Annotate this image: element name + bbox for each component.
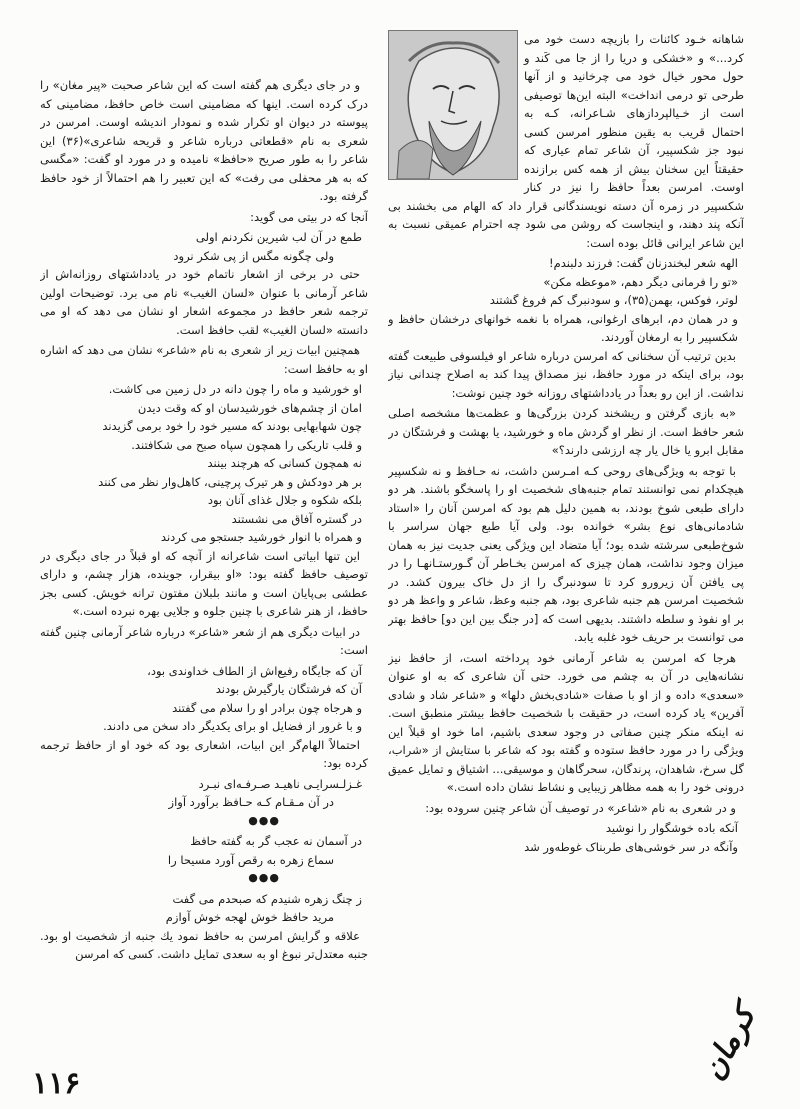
paragraph: احتمالاً الهام‌گر این ابیات، اشعاری بود که خود او از حافظ ترجمه کرده بود:	[40, 737, 368, 770]
verse-line: و همراه با انوار خورشید جستجو می کردند	[160, 530, 362, 544]
verse-line: در گستره آفاق می نشستند	[231, 511, 362, 526]
paragraph: حتی در برخی از اشعار ناتمام خود در یادداشتهای روزانه‌اش از شاعر آرمانی با عنوان «لسان الغیب» نام می برد. توضیحات اولین ترجمه شعر حافظ در مجموعه اشعار او نشان می دهد که او می دانسته «لسان الغیب» لقب حافظ است.	[40, 267, 368, 337]
verse-line: الهه شعر لبخندزنان گفت: فرزند دلبندم!	[548, 256, 738, 270]
ornament-dots: ●●●	[248, 813, 280, 827]
verse-line: آن که فرشتگان یارگیرش بودند	[215, 682, 362, 696]
verse-line: او خورشید و ماه را چون دانه در دل زمین می کاشت.	[108, 382, 362, 396]
paragraph: علاقه و گرایش امرسن به حافظ نمود یك جنبه از شخصیت او بود. جنبه معتدل‌تر نبوغ او به سعدی تمایل داشت. کسی که امرسن	[40, 928, 368, 961]
verse-line: «تو را فرمانی دیگر دهم، «موعظه مکن»	[543, 274, 738, 289]
paragraph: شاهانه خـود کائنات را بازیچه دست خود می کرد...» و «خشکی و دریا را از جا می کَند و حول محور خیال خود می چرخانید و از آنها طرحی تو درمی انداخت» البته این‌ها توصیفی است از خـیالپردازهای شـاعرانه، کـه به احتمال قریب به یقین منظور امرسن کسی نبود جز شکسپیر، آن شاعر تمام عیاری که حقیقتاً این سخنان بیش از همه کس برازنده اوست. امرسن بعداً حافظ را نیز در کنار شکسپیر در زمره آن دسته نویسندگانی قرار داد که الهام می بخشند بی آنکه پند دهند، و اینجاست که روشن می شود چه احترام عمیقی نسبت به این شاعر ایرانی قائل بوده است:	[388, 32, 744, 250]
paragraph: در ابیات دیگری هم از شعر «شاعر» درباره شاعر آرمانی چنین گفته است:	[40, 624, 368, 657]
verse-line: بر هر دودکش و هر تیرک پرچینی، کاهل‌وار نظر می کنند	[98, 474, 362, 489]
paragraph: همچنین ابیات زیر از شعری به نام «شاعر» نشان می دهد که اشاره او به حافظ است:	[40, 343, 368, 376]
verse-line: و هرجاه چون برادر او را سلام می گفتند	[172, 700, 362, 715]
quote-paragraph: «به بازی گرفتن و ریشخند کردن بزرگی‌ها و عظمت‌ها مشخصه اصلی شعر حافظ است. از نظر او گردش ماه و خورشید، یا بهشت و فرشتگان در مقابل ابرو یا خال یار چه ارزشی دارند؟»	[388, 406, 744, 457]
verse-line: بلکه شکوه و جلال غذای آنان بود	[207, 493, 362, 507]
right-column	[388, 30, 744, 892]
verse-line: و قلب تاریکی را همچون سپاه صبح می شکافتند.	[131, 437, 362, 452]
paragraph: و در جای دیگری هم گفته است که این شاعر صحبت «پیر مغان» را درک کرده است. اینها که مضامینی است خاص حافظ، مضامینی که پیوسته در دیوان او تکرار شده و نمودار اندیشه اوست. امرسن در شعری به نام «قطعاتی درباره شاعر و قریحه شاعری»(۳۶) این شاعر را به طور صریح «حافظ» نامیده و در مورد او گفت: «مگسی که به هر محفلی می رفت» که این تعبیر را هم احتمالاً از خود حافظ گرفته بود.	[40, 78, 368, 203]
paragraph: این تنها ابیاتی است شاعرانه از آنچه که او قبلاً در جای دیگری در توصیف حافظ گفته بود: «او بیقرار، جوینده، هزار چشم، و دارای عطشی بی‌پایان است و مانند بلبلان مفتون ترانه خویش. کسی بجز حافظ، از هنر شاعری با چنین جلوه و جلایی بهره نبرده است.»	[40, 548, 368, 618]
ornament-dots: ●●●	[248, 871, 280, 884]
paragraph: آنجا که در بیتی می گوید:	[250, 209, 368, 224]
magazine-logo: کرمان	[695, 1000, 764, 1086]
paragraph: بدین ترتیب آن سخنانی که امرسن درباره شاعر او فیلسوفی طبیعت گفته بود، برای اینکه در مورد حافظ، نیز مصداق پیدا کند به اصلاح چندانی نیاز نداشت. از این رو بعداً در یادداشتهای روزانه خود چنین نوشت:	[388, 348, 744, 400]
verse-line: و در همان دم، ابرهای ارغوانی، همراه با نغمه خوانهای درخشان حافظ و شکسپیر را به ارمغان آوردند.	[388, 311, 738, 344]
verse-line: چون شهابهایی بودند که مسیر خود را خود برمی گزیدند	[102, 419, 362, 433]
verse-line: ولی چگونه مگس از پی شکر نرود	[173, 248, 334, 263]
verse-line: امان از چشم‌های خورشیدسان او که وقت دیدن	[137, 400, 362, 415]
verse-line: و با غرور از فضایل او برای یکدیگر داد سخن می دادند.	[103, 719, 362, 733]
verse-line: نه همچون کسانی که هرچند بینند	[207, 456, 362, 470]
verse-line: آنکه باده خوشگوار را نوشید	[605, 821, 738, 835]
verse-line: آن که جایگاه رفیع‌اش از الطاف خداوندی بود،	[147, 663, 362, 678]
page-number: ۱۱۶	[32, 1066, 81, 1101]
verse-line: ز چنگ زهره شنیدم که صبحدم می گفت	[172, 891, 362, 906]
paragraph: و در شعری به نام «شاعر» در توصیف آن شاعر چنین سروده بود:	[425, 800, 736, 815]
verse-line: وآنگه در سر خوشی‌های طربناک غوطه‌ور شد	[524, 839, 738, 854]
bearded-poet-sketch-icon	[389, 31, 517, 179]
verse-line: در آن مـقـام کـه حـافظ برآورد آواز	[168, 795, 334, 809]
verse-line: در آسمان نه عجب گر به گفته حافظ	[190, 834, 362, 848]
verse-line: مرید حافظ خوش لهجه خوش آوازم	[165, 910, 334, 924]
verse-line: غـزلـسرایـی ناهیـد صـرفـه‌ای نبـرد	[198, 776, 362, 791]
portrait-illustration	[388, 30, 518, 180]
left-column	[40, 76, 368, 1086]
paragraph: با توجه به ویژگی‌های روحی کـه امـرسن داشت، نه حـافظ و نه شکسپیر هیچکدام نمی توانستند تمام جنبه‌های شخصیت او را پاسخگو باشند. هر دو دارای طبعی شوخ بودند، به همین دلیل هم بود که امرسن آنان را «استاد شادمانی‌های نوع بشر» خوانده بود. ولی آیا طبع جهان سراسر با شوخ‌طبعی سرشته شده بود؛ آیا متضاد این ویژگی یعنی جدیت نیز به همان میزان وجود نداشت، همان چیزی که امرسن بخـاطر آن گـورستـانهـا را در پی یافتن آن زیرورو کرد تا سودنبرگ را از دل خاک بیرون کشد. در شخصیت امرسن هم جنبه شاعری بود، هم جنبه وعظ، شاعر و واعظ هر دو بر او نفوذ و سلطه داشتند. بدیهی است که [در جنگ بین این دو] حافظ بهتر می توانست بر حریف خود غلبه یابد.	[388, 463, 744, 644]
paragraph: هرجا که امرسن به شاعر آرمانی خود پرداخته است، از حافظ نیز نشانه‌هایی در آن به چشم می خورد. حتی آن شاعری که به او عنوان «سعدی» داده و از او با صفات «شادی‌بخش دلها» و «شاعر شاد و شادی آفرین» یاد کرده است، در حقیقت با شخصیت حافظ بیشتر منطبق است. نه اینکه منکر چنین صفاتی در وجود سعدی باشیم، اما خود او قبلاً این ویژگی را در مورد حافظ ستوده و گفته بود که شاعر با ستایش از «شراب، گل سرخ، شاهدان، پرندگان، سحرگاهان و موسیقی... اشتیاق و تمایل عمیق درونی خود را به همه مظاهر زیبایی و نشاط نشان داده است.»	[388, 650, 744, 794]
verse-line: لوتر، فوکس، بهمن(۳۵)، و سودنبرگ کم فروغ گشتند	[489, 293, 738, 307]
verse-line: طمع در آن لب شیرین نکردنم اولی	[195, 230, 362, 244]
verse-line: سماع زهره به رقص آورد مسیحا را	[167, 852, 334, 867]
